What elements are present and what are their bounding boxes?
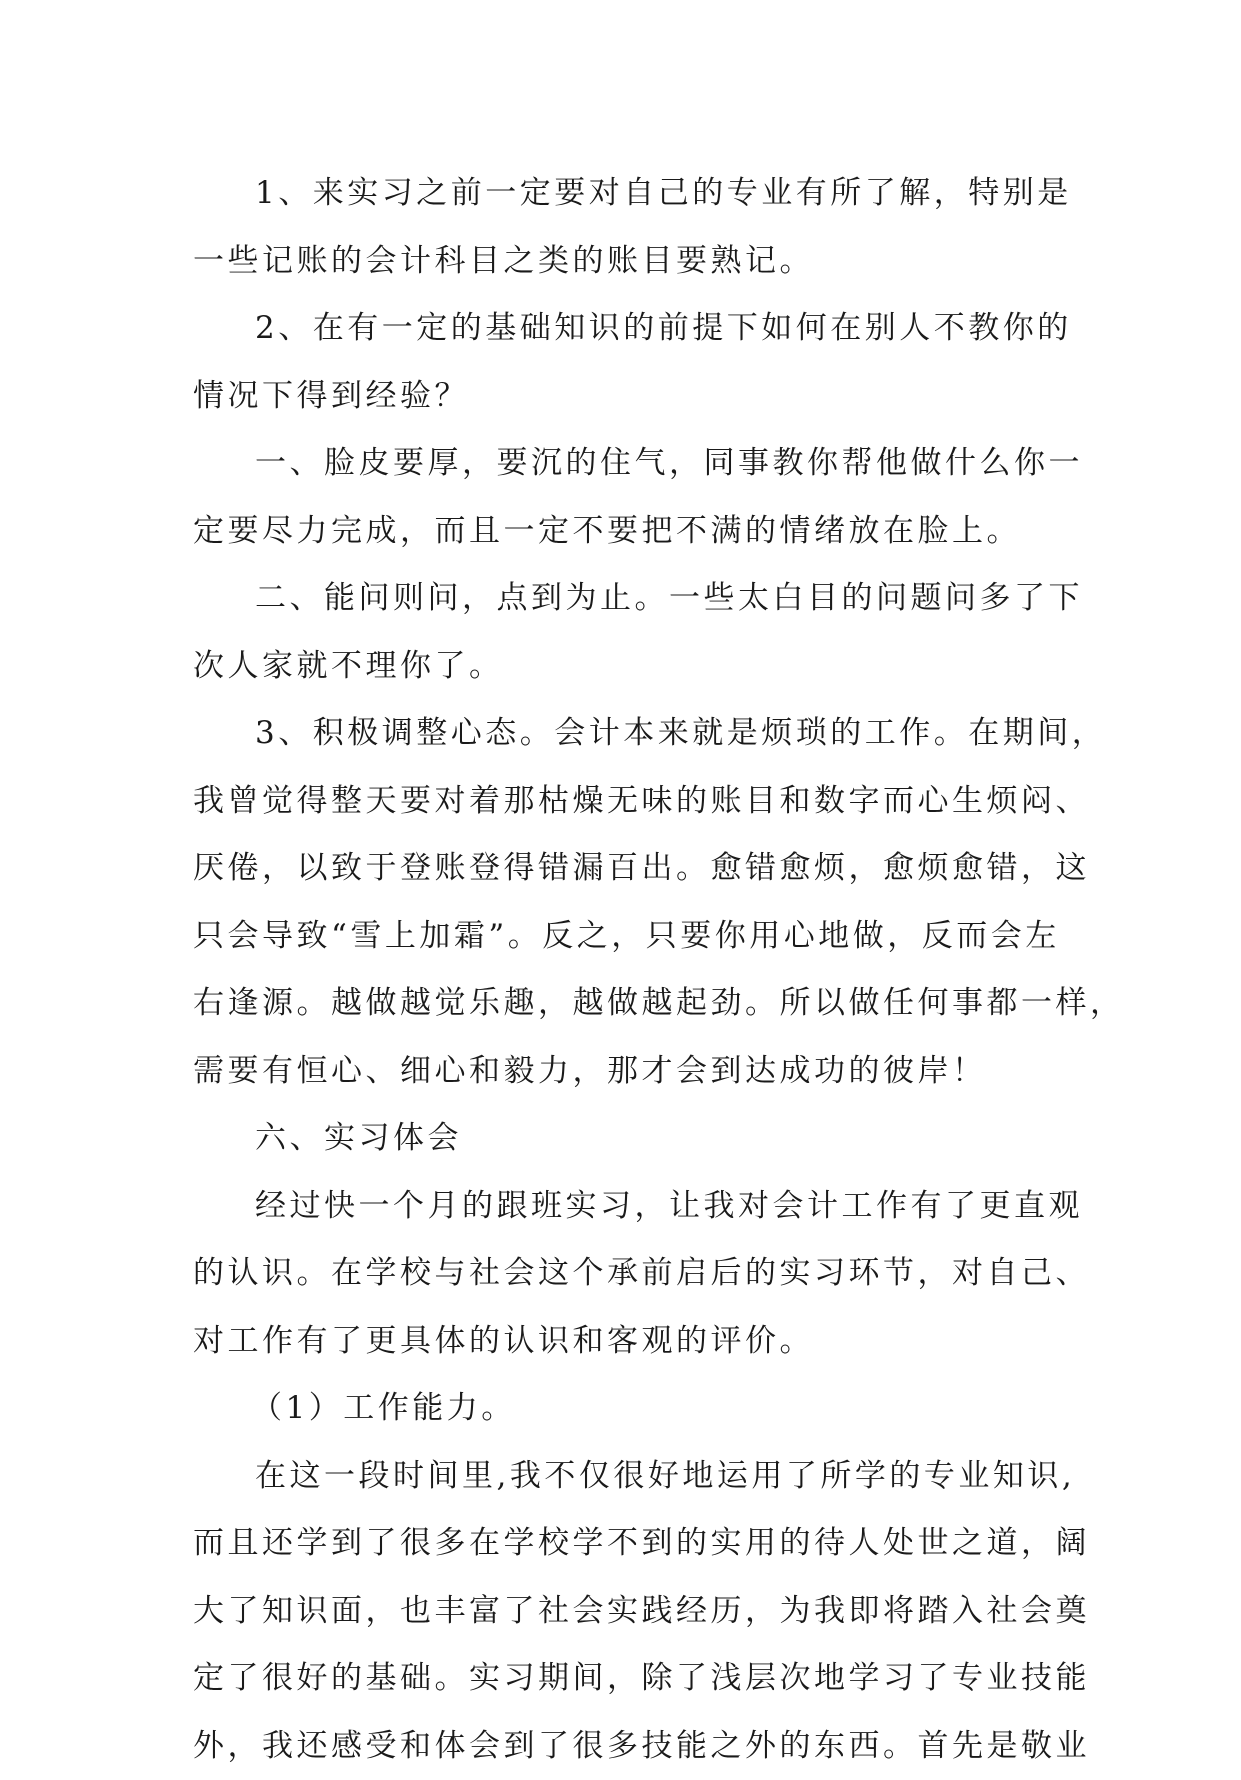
paragraph-line: 厌倦，以致于登账登得错漏百出。愈错愈烦，愈烦愈错，这 xyxy=(193,835,1063,903)
paragraph-line: 定了很好的基础。实习期间，除了浅层次地学习了专业技能 xyxy=(193,1645,1063,1713)
paragraph-line: 我曾觉得整天要对着那枯燥无味的账目和数字而心生烦闷、 xyxy=(193,768,1063,836)
subsection-heading: （1）工作能力。 xyxy=(193,1375,1063,1443)
paragraph-line: 在这一段时间里,我不仅很好地运用了所学的专业知识, xyxy=(193,1443,1063,1511)
paragraph-line: 次人家就不理你了。 xyxy=(193,633,1063,701)
paragraph-line: 二、能问则问，点到为止。一些太白目的问题问多了下 xyxy=(193,565,1063,633)
paragraph-line: 外，我还感受和体会到了很多技能之外的东西。首先是敬业 xyxy=(193,1713,1063,1780)
paragraph-line: 的认识。在学校与社会这个承前启后的实习环节，对自己、 xyxy=(193,1240,1063,1308)
paragraph-line: 情况下得到经验？ xyxy=(193,363,1063,431)
paragraph-line: 对工作有了更具体的认识和客观的评价。 xyxy=(193,1308,1063,1376)
paragraph-line: 大了知识面，也丰富了社会实践经历，为我即将踏入社会奠 xyxy=(193,1578,1063,1646)
paragraph-line: 一、脸皮要厚，要沉的住气，同事教你帮他做什么你一 xyxy=(193,430,1063,498)
paragraph-line: 3、积极调整心态。会计本来就是烦琐的工作。在期间， xyxy=(193,700,1063,768)
paragraph-line: 经过快一个月的跟班实习，让我对会计工作有了更直观 xyxy=(193,1173,1063,1241)
paragraph-line: 一些记账的会计科目之类的账目要熟记。 xyxy=(193,228,1063,296)
paragraph-line: 而且还学到了很多在学校学不到的实用的待人处世之道，阔 xyxy=(193,1510,1063,1578)
paragraph-line: 定要尽力完成，而且一定不要把不满的情绪放在脸上。 xyxy=(193,498,1063,566)
paragraph-line: 2、在有一定的基础知识的前提下如何在别人不教你的 xyxy=(193,295,1063,363)
paragraph-line: 需要有恒心、细心和毅力，那才会到达成功的彼岸！ xyxy=(193,1038,1063,1106)
body-text xyxy=(193,160,1063,1780)
paragraph-line: 右逢源。越做越觉乐趣，越做越起劲。所以做任何事都一样， xyxy=(193,970,1063,1038)
paragraph-line: 只会导致“雪上加霜”。反之，只要你用心地做，反而会左 xyxy=(193,903,1063,971)
paragraph-line: 1、来实习之前一定要对自己的专业有所了解，特别是 xyxy=(193,160,1063,228)
section-heading: 六、实习体会 xyxy=(193,1105,1063,1173)
